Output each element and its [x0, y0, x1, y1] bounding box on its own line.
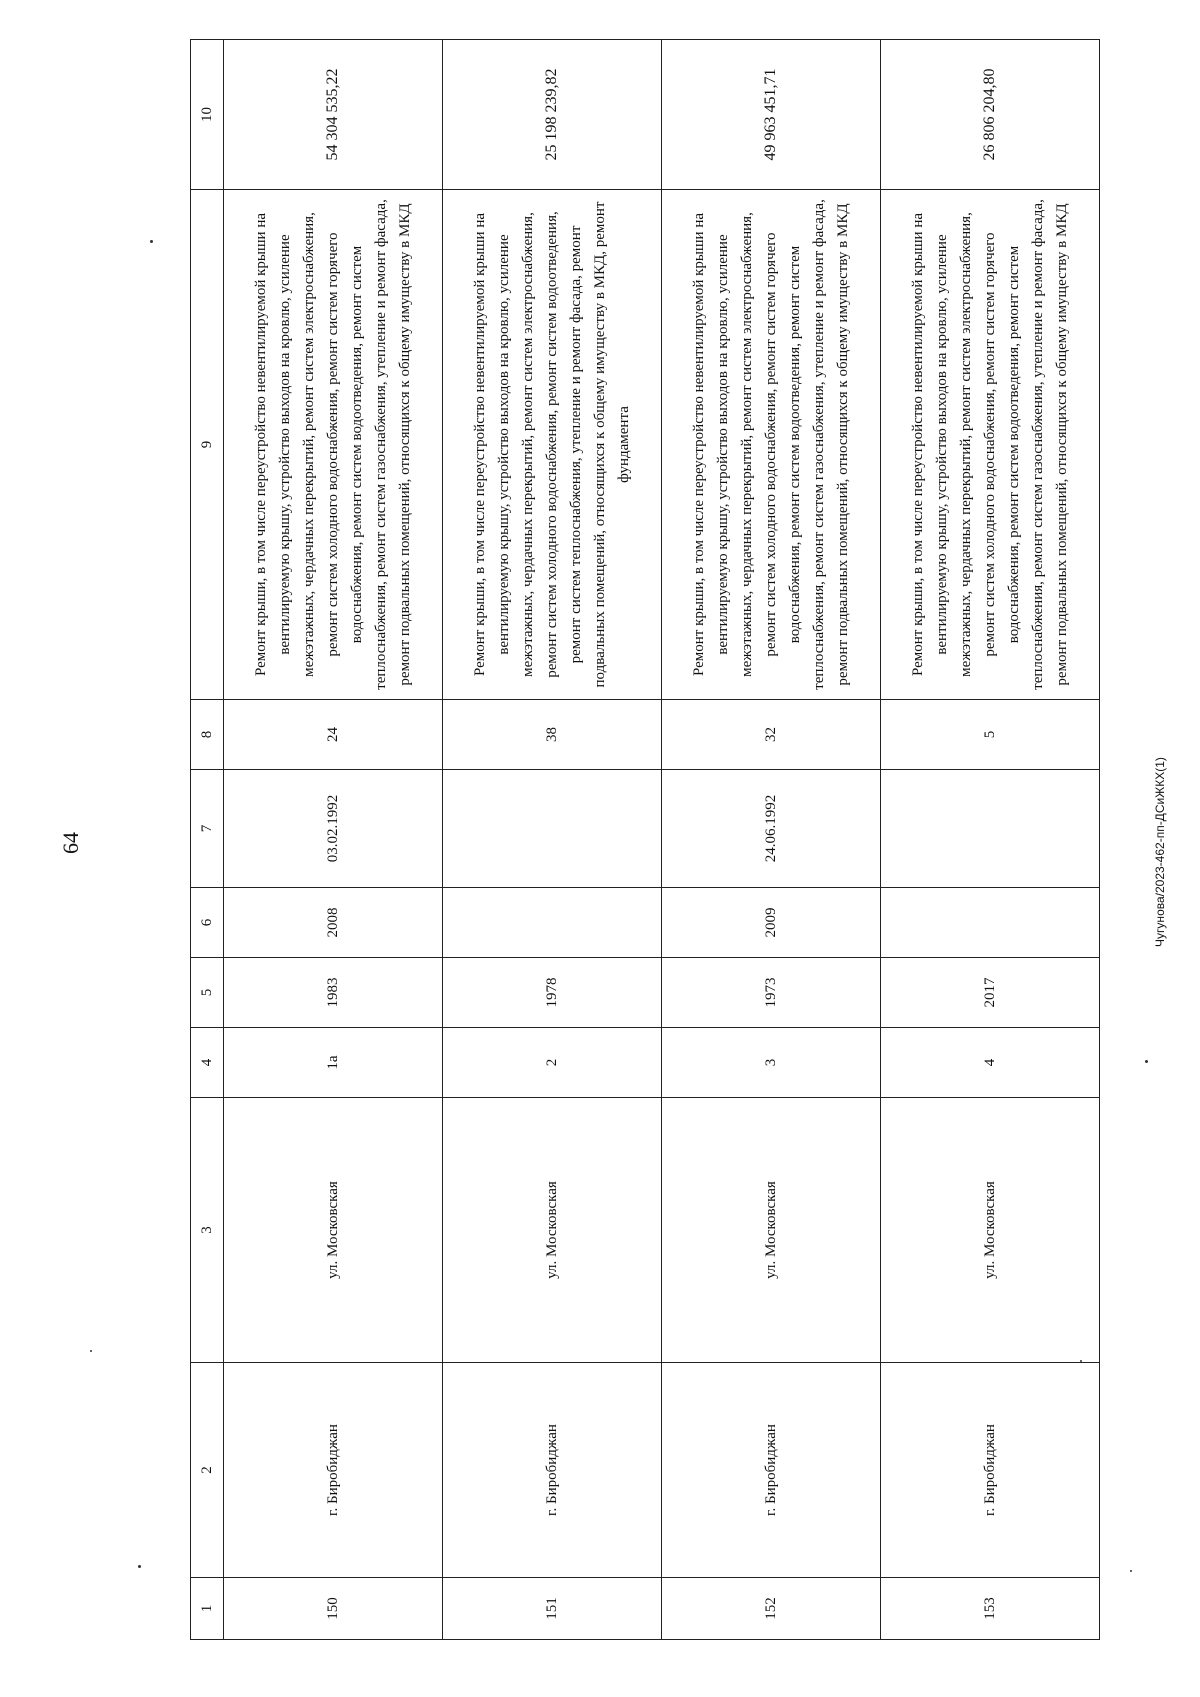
house-cell: 4	[881, 1028, 1100, 1098]
year-built-cell: 1978	[443, 958, 662, 1028]
year-cell	[881, 888, 1100, 958]
works-cell: Ремонт крыши, в том числе переустройство невентилируемой крыши на вентилируемую крышу, устройство выходов на кровлю, усиление межэтажных, чердачных перекрытий, ремонт систем электроснабжения, ремонт систем холодного водоснабжения, ремонт систем горячего водоснабжения, ремонт систем водоотведения, ремонт систем теплоснабжения, ремонт систем газоснабжения, утепление и ремонт фасада, ремонт подвальных помещений, относящихся к общему имуществу в МКД	[224, 190, 443, 700]
count-cell: 32	[662, 700, 881, 770]
date-cell	[881, 770, 1100, 888]
table-row	[443, 40, 662, 1640]
cost-cell: 25 198 239,82	[443, 40, 662, 190]
count-cell: 38	[443, 700, 662, 770]
column-header: 1	[191, 1578, 224, 1640]
city-cell: г. Биробиджан	[881, 1363, 1100, 1578]
scan-speck	[90, 1350, 92, 1352]
street-cell: ул. Московская	[224, 1098, 443, 1363]
city-cell: г. Биробиджан	[443, 1363, 662, 1578]
column-header: 9	[191, 190, 224, 700]
city-cell: г. Биробиджан	[662, 1363, 881, 1578]
column-header: 4	[191, 1028, 224, 1098]
count-cell: 24	[224, 700, 443, 770]
rotated-table-wrapper	[190, 40, 1095, 1640]
column-header: 7	[191, 770, 224, 888]
table-row	[224, 40, 443, 1640]
city-cell: г. Биробиджан	[224, 1363, 443, 1578]
year-cell: 2009	[662, 888, 881, 958]
column-header: 2	[191, 1363, 224, 1578]
column-number-row	[191, 40, 224, 1640]
scan-speck	[150, 240, 153, 243]
cost-cell: 54 304 535,22	[224, 40, 443, 190]
row-number: 153	[881, 1578, 1100, 1640]
street-cell: ул. Московская	[881, 1098, 1100, 1363]
street-cell: ул. Московская	[443, 1098, 662, 1363]
scan-speck	[1130, 1570, 1132, 1572]
year-built-cell: 1983	[224, 958, 443, 1028]
column-header: 10	[191, 40, 224, 190]
date-cell: 24.06.1992	[662, 770, 881, 888]
house-cell: 2	[443, 1028, 662, 1098]
row-number: 152	[662, 1578, 881, 1640]
column-header: 5	[191, 958, 224, 1028]
scan-speck	[1145, 1060, 1148, 1063]
year-built-cell: 1973	[662, 958, 881, 1028]
table-row	[881, 40, 1100, 1640]
works-cell: Ремонт крыши, в том числе переустройство невентилируемой крыши на вентилируемую крышу, устройство выходов на кровлю, усиление межэтажных, чердачных перекрытий, ремонт систем электроснабжения, ремонт систем холодного водоснабжения, ремонт систем водоотведения, ремонт систем теплоснабжения, утепление и ремонт фасада, ремонт подвальных помещений, относящихся к общему имуществу в МКД, ремонт фундамента	[443, 190, 662, 700]
row-number: 151	[443, 1578, 662, 1640]
column-header: 6	[191, 888, 224, 958]
column-header: 8	[191, 700, 224, 770]
street-cell: ул. Московская	[662, 1098, 881, 1363]
repair-program-table	[190, 39, 1100, 1640]
count-cell: 5	[881, 700, 1100, 770]
column-header: 3	[191, 1098, 224, 1363]
table-row	[662, 40, 881, 1640]
date-cell	[443, 770, 662, 888]
row-number: 150	[224, 1578, 443, 1640]
cost-cell: 49 963 451,71	[662, 40, 881, 190]
date-cell: 03.02.1992	[224, 770, 443, 888]
scan-speck	[138, 1565, 141, 1568]
year-cell: 2008	[224, 888, 443, 958]
house-cell: 3	[662, 1028, 881, 1098]
year-built-cell: 2017	[881, 958, 1100, 1028]
cost-cell: 26 806 204,80	[881, 40, 1100, 190]
house-cell: 1а	[224, 1028, 443, 1098]
works-cell: Ремонт крыши, в том числе переустройство невентилируемой крыши на вентилируемую крышу, устройство выходов на кровлю, усиление межэтажных, чердачных перекрытий, ремонт систем электроснабжения, ремонт систем холодного водоснабжения, ремонт систем горячего водоснабжения, ремонт систем водоотведения, ремонт систем теплоснабжения, ремонт систем газоснабжения, утепление и ремонт фасада, ремонт подвальных помещений, относящихся к общему имуществу в МКД	[881, 190, 1100, 700]
page-number: 64	[58, 832, 83, 854]
year-cell	[443, 888, 662, 958]
works-cell: Ремонт крыши, в том числе переустройство невентилируемой крыши на вентилируемую крышу, устройство выходов на кровлю, усиление межэтажных, чердачных перекрытий, ремонт систем электроснабжения, ремонт систем холодного водоснабжения, ремонт систем горячего водоснабжения, ремонт систем водоотведения, ремонт систем теплоснабжения, ремонт систем газоснабжения, утепление и ремонт фасада, ремонт подвальных помещений, относящихся к общему имуществу в МКД	[662, 190, 881, 700]
document-code-footer: Чугунова/2023-462-пп-ДСиЖКХ(1)	[1153, 757, 1167, 947]
